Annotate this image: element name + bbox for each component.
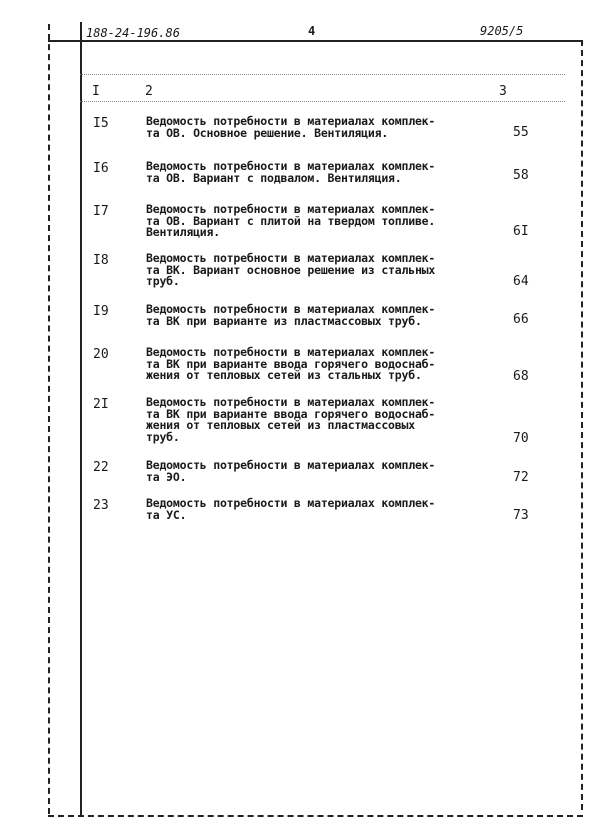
row-title: Ведомость потребности в материалах комплек- та ОВ. Вариант с подвалом. Вентиляция. xyxy=(146,159,436,185)
frame-left-border xyxy=(48,24,50,814)
row-title: Ведомость потребности в материалах комплек- та ЭО. xyxy=(146,458,436,484)
column-header-number: I xyxy=(92,84,100,99)
row-number: I6 xyxy=(93,161,109,176)
row-title: Ведомость потребности в материалах комплек- та ВК при варианте из пластмассовых труб. xyxy=(146,302,436,328)
row-title: Ведомость потребности в материалах комплек- та ВК при варианте ввода горячего водоснаб- жения от тепловых сетей из стальных труб. xyxy=(146,345,436,382)
frame-right-border xyxy=(581,40,583,810)
row-number: 23 xyxy=(93,498,109,513)
row-page: 55 xyxy=(513,125,529,140)
row-page: 6I xyxy=(513,224,529,239)
table-top-rule xyxy=(80,74,565,75)
row-title: Ведомость потребности в материалах комплек- та УС. xyxy=(146,496,436,522)
table-header-rule xyxy=(80,101,565,102)
row-number: I7 xyxy=(93,204,109,219)
sheet-code: 9205/5 xyxy=(480,24,524,38)
row-page: 68 xyxy=(513,369,529,384)
row-page: 64 xyxy=(513,274,529,289)
page-number: 4 xyxy=(308,24,316,38)
document-code: 188-24-196.86 xyxy=(86,26,180,40)
row-number: I8 xyxy=(93,253,109,268)
row-number: 22 xyxy=(93,460,109,475)
row-number: I9 xyxy=(93,304,109,319)
row-number: 20 xyxy=(93,347,109,362)
frame-inner-border xyxy=(80,22,82,817)
column-header-page: 3 xyxy=(499,84,507,99)
row-title: Ведомость потребности в материалах комплек- та ВК. Вариант основное решение из стальных труб. xyxy=(146,251,436,288)
column-header-title: 2 xyxy=(145,84,153,99)
row-page: 70 xyxy=(513,431,529,446)
row-page: 66 xyxy=(513,312,529,327)
row-number: I5 xyxy=(93,116,109,131)
row-title: Ведомость потребности в материалах комплек- та ВК при варианте ввода горячего водоснаб- жения от тепловых сетей из пластмассовых труб. xyxy=(146,395,436,444)
row-page: 72 xyxy=(513,470,529,485)
row-title: Ведомость потребности в материалах комплек- та ОВ. Вариант с плитой на твердом топливе. Вентиляция. xyxy=(146,202,436,239)
row-number: 2I xyxy=(93,397,109,412)
frame-bottom-border xyxy=(48,815,583,817)
frame-top-border xyxy=(48,40,583,42)
row-page: 58 xyxy=(513,168,529,183)
row-title: Ведомость потребности в материалах комплек- та ОВ. Основное решение. Вентиляция. xyxy=(146,114,436,140)
row-page: 73 xyxy=(513,508,529,523)
